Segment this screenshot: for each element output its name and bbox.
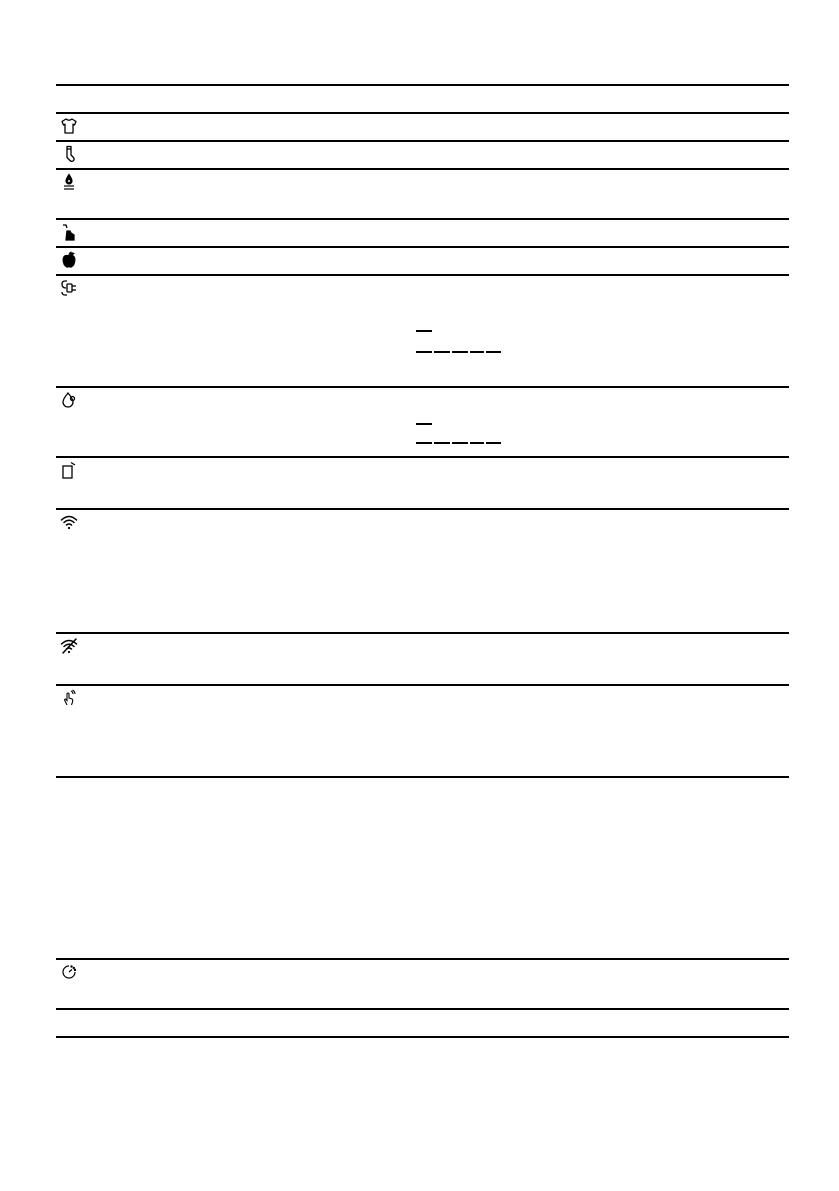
row-divider	[56, 684, 789, 686]
table-top-rule	[56, 84, 789, 86]
stain-drop-icon	[60, 173, 78, 191]
row-divider	[56, 140, 789, 142]
placeholder-underline	[470, 351, 484, 353]
placeholder-underline	[452, 351, 468, 353]
placeholder-underline	[434, 442, 450, 444]
water-drop-icon	[60, 391, 78, 409]
row-divider	[56, 1008, 789, 1010]
tshirt-icon	[60, 117, 78, 135]
apple-icon	[60, 251, 78, 269]
placeholder-underline	[486, 442, 501, 444]
wifi-off-icon	[60, 637, 78, 655]
row-divider	[56, 632, 789, 634]
row-divider	[56, 958, 789, 960]
row-divider	[56, 218, 789, 220]
row-divider	[56, 246, 789, 248]
table-bottom-rule	[56, 1036, 789, 1038]
row-divider	[56, 386, 789, 388]
power-plug-icon	[60, 279, 78, 297]
sock-icon	[60, 145, 78, 163]
placeholder-underline	[416, 442, 432, 444]
row-divider	[56, 508, 789, 510]
row-divider	[56, 456, 789, 458]
wifi-icon	[60, 513, 78, 531]
row-divider	[56, 274, 789, 276]
door-open-icon	[60, 461, 78, 479]
placeholder-underline	[416, 351, 432, 353]
placeholder-underline	[434, 351, 450, 353]
touch-hand-icon	[60, 689, 78, 707]
placeholder-underline	[416, 423, 432, 425]
faucet-hand-icon	[60, 223, 78, 241]
section-rule	[56, 776, 789, 778]
placeholder-underline	[470, 442, 484, 444]
dial-clock-icon	[60, 963, 78, 981]
row-divider	[56, 168, 789, 170]
placeholder-underline	[486, 351, 501, 353]
header-rule	[56, 112, 789, 114]
placeholder-underline	[452, 442, 468, 444]
placeholder-underline	[416, 330, 432, 332]
